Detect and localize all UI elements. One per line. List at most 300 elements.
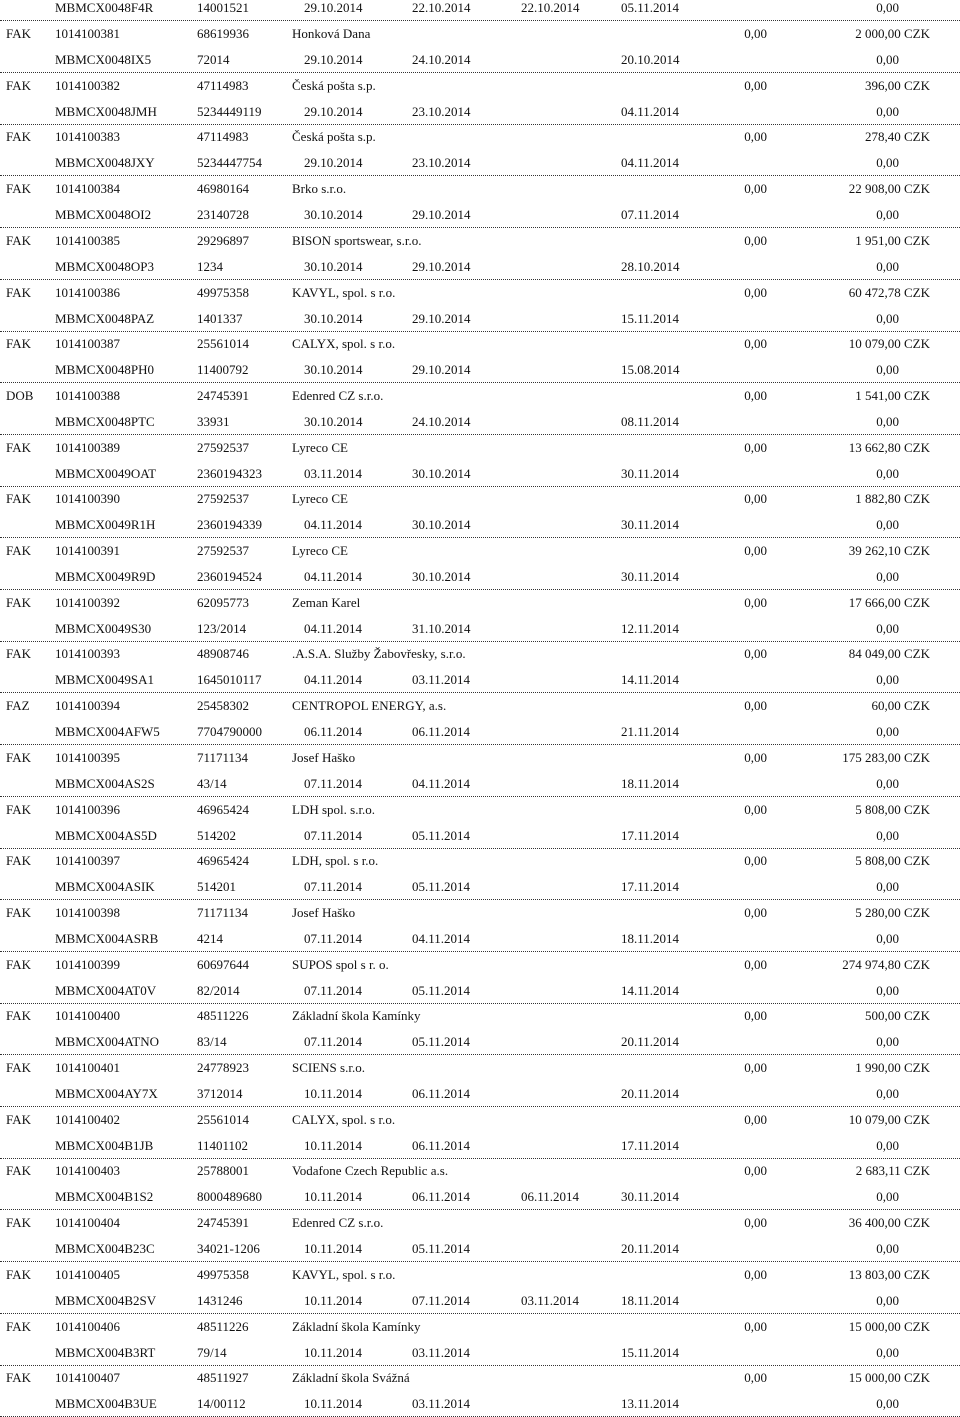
doc-type: FAK [6,439,32,455]
date-1: 30.10.2014 [304,207,363,223]
remaining-amount: 0,00 [876,52,899,67]
date-2: 06.11.2014 [412,1137,471,1153]
record-line-2 [0,155,960,175]
date-1: 03.11.2014 [304,465,363,481]
company-name: CALYX, spol. s r.o. [292,336,396,352]
variable-symbol: MBMCX0048F4R [55,0,154,15]
doc-type: FAK [6,336,32,352]
remaining-amount: 0,00 [876,1241,899,1257]
company-name: Lyreco CE [292,439,348,455]
date-1: 04.11.2014 [304,672,363,688]
date-4: 20.11.2014 [621,1241,680,1257]
date-4: 20.11.2014 [621,1034,680,1050]
record-number: 1014100406 [55,1318,120,1334]
date-1: 30.10.2014 [304,362,363,378]
invoice-amount: 396,00 CZK [865,77,930,93]
date-4: 14.11.2014 [621,982,680,998]
date-1: 29.10.2014 [304,103,363,119]
record-line-2 [0,1086,960,1106]
company-name: BISON sportswear, s.r.o. [292,232,422,248]
record-line-1 [0,750,960,770]
record-line-2 [0,569,960,589]
record-line-1 [0,698,960,718]
paid-amount: 0,00 [744,904,767,920]
company-name: .A.S.A. Služby Žabovřesky, s.r.o. [292,646,466,662]
reference-number: 34021-1206 [197,1241,260,1257]
variable-symbol: MBMCX004ATNO [55,1034,160,1050]
record-line-2 [0,1034,960,1054]
doc-type: DOB [6,387,34,403]
date-1: 30.10.2014 [304,413,363,429]
date-1: 30.10.2014 [304,258,363,274]
invoice-amount: 39 262,10 CZK [848,543,930,558]
doc-type: FAK [6,594,32,610]
company-name: KAVYL, spol. s r.o. [292,284,396,300]
date-2: 05.11.2014 [412,1241,471,1257]
date-1: 10.11.2014 [304,1396,363,1412]
record-number: 1014100404 [55,1215,120,1231]
doc-type: FAK [6,749,32,765]
record-line-2 [0,414,960,434]
date-4: 18.11.2014 [621,930,680,946]
invoice-amount: 5 808,00 CZK [855,801,930,817]
paid-amount: 0,00 [744,853,767,869]
company-id: 24745391 [197,1215,249,1231]
variable-symbol: MBMCX0049R9D [55,569,156,584]
date-4: 05.11.2014 [621,0,680,15]
remaining-amount: 0,00 [876,103,899,119]
record-number: 1014100394 [55,698,120,714]
company-name: Základní škola Kamínky [292,1008,421,1024]
company-id: 60697644 [197,956,249,972]
date-4: 30.11.2014 [621,1189,680,1205]
date-1: 29.10.2014 [304,0,363,15]
record-line-1 [0,129,960,149]
invoice-amount: 15 000,00 CZK [848,1318,930,1334]
company-name: CENTROPOL ENERGY, a.s. [292,698,447,714]
date-1: 07.11.2014 [304,982,363,998]
date-2: 03.11.2014 [412,1344,471,1360]
record-line-2 [0,207,960,227]
reference-number: 123/2014 [197,620,247,636]
record-line-2 [0,1189,960,1209]
company-name: Vodafone Czech Republic a.s. [292,1163,449,1179]
record-separator [0,382,960,383]
date-2: 07.11.2014 [412,1292,471,1308]
company-name: Česká pošta s.p. [292,129,376,145]
company-id: 25561014 [197,1111,249,1127]
record-line-1 [0,802,960,822]
record-separator [0,1261,960,1262]
date-1: 10.11.2014 [304,1189,363,1205]
invoice-amount: 274 974,80 CZK [842,956,930,972]
doc-type: FAZ [6,698,30,714]
doc-type: FAK [6,284,32,300]
invoice-amount: 10 079,00 CZK [848,336,930,352]
remaining-amount: 0,00 [876,775,899,791]
date-3: 03.11.2014 [521,1292,580,1308]
company-id: 27592537 [197,439,249,455]
record-line-1 [0,1319,960,1339]
doc-type: FAK [6,232,32,248]
variable-symbol: MBMCX004B23C [55,1241,155,1257]
company-id: 48908746 [197,646,249,662]
record-number: 1014100382 [55,77,120,93]
record-separator [0,1158,960,1159]
reference-number: 8000489680 [197,1189,262,1205]
doc-type: FAK [6,1318,32,1334]
company-id: 25788001 [197,1163,249,1179]
record-line-2 [0,672,960,692]
record-number: 1014100389 [55,439,120,455]
record-line-1 [0,543,960,563]
paid-amount: 0,00 [744,284,767,300]
paid-amount: 0,00 [744,129,767,145]
record-line-1 [0,181,960,201]
record-line-2 [0,724,960,744]
remaining-amount: 0,00 [876,620,899,636]
record-line-2 [0,776,960,796]
reference-number: 72014 [197,52,230,67]
variable-symbol: MBMCX004AS5D [55,827,157,843]
record-number: 1014100387 [55,336,120,352]
record-separator [0,227,960,228]
variable-symbol: MBMCX0048PTC [55,413,155,429]
doc-type: FAK [6,646,32,662]
record-separator [0,744,960,745]
company-id: 47114983 [197,77,249,93]
remaining-amount: 0,00 [876,569,899,584]
paid-amount: 0,00 [744,1111,767,1127]
record-line-2 [0,311,960,331]
record-line-1 [0,1215,960,1235]
company-name: SCIENS s.r.o. [292,1060,365,1075]
date-2: 30.10.2014 [412,465,471,481]
date-2: 04.11.2014 [412,930,471,946]
partial-top-row [0,0,960,20]
date-4: 18.11.2014 [621,775,680,791]
date-2: 29.10.2014 [412,310,471,326]
date-2: 29.10.2014 [412,258,471,274]
reference-number: 79/14 [197,1344,227,1360]
record-line-2 [0,517,960,537]
record-number: 1014100399 [55,956,120,972]
invoice-amount: 1 951,00 CZK [855,232,930,248]
date-4: 15.11.2014 [621,1344,680,1360]
remaining-amount: 0,00 [876,1137,899,1153]
company-id: 48511927 [197,1370,249,1386]
record-line-1 [0,1370,960,1390]
doc-type: FAK [6,853,32,869]
record-line-1 [0,905,960,925]
company-name: Základní škola Svážná [292,1370,410,1386]
date-1: 10.11.2014 [304,1086,363,1101]
record-line-2 [0,1345,960,1365]
record-line-1 [0,1112,960,1132]
reference-number: 2360194339 [197,517,262,533]
variable-symbol: MBMCX004AS2S [55,775,155,791]
record-separator [0,486,960,487]
company-id: 49975358 [197,1266,249,1282]
date-2: 22.10.2014 [412,0,471,15]
invoice-amount: 60,00 CZK [871,698,930,714]
doc-type: FAK [6,1370,32,1386]
reference-number: 43/14 [197,775,227,791]
date-4: 15.08.2014 [621,362,680,378]
paid-amount: 0,00 [744,801,767,817]
date-4: 30.11.2014 [621,517,680,533]
variable-symbol: MBMCX004B1S2 [55,1189,154,1205]
record-line-2 [0,1241,960,1261]
remaining-amount: 0,00 [876,1189,899,1205]
invoice-amount: 13 662,80 CZK [848,439,930,455]
remaining-amount: 0,00 [876,672,899,688]
remaining-amount: 0,00 [876,155,899,171]
variable-symbol: MBMCX004ASIK [55,879,155,895]
date-1: 07.11.2014 [304,930,363,946]
date-2: 31.10.2014 [412,620,471,636]
remaining-amount: 0,00 [876,827,899,843]
reference-number: 1234 [197,258,223,274]
date-4: 08.11.2014 [621,413,680,429]
reference-number: 5234447754 [197,155,262,171]
reference-number: 2360194323 [197,465,262,481]
invoice-amount: 17 666,00 CZK [848,594,930,610]
invoice-amount: 2 683,11 CZK [855,1163,930,1179]
doc-type: FAK [6,1266,32,1282]
invoice-amount: 278,40 CZK [865,129,930,145]
company-name: Zeman Karel [292,594,361,610]
doc-type: FAK [6,1008,32,1024]
company-id: 27592537 [197,491,249,507]
remaining-amount: 0,00 [876,362,899,378]
doc-type: FAK [6,904,32,920]
date-4: 07.11.2014 [621,207,680,223]
variable-symbol: MBMCX0048JMH [55,103,157,119]
company-name: Josef Haško [292,749,356,765]
remaining-amount: 0,00 [876,930,899,946]
record-number: 1014100398 [55,904,120,920]
date-1: 07.11.2014 [304,775,363,791]
date-2: 05.11.2014 [412,1034,471,1050]
company-id: 48511226 [197,1318,249,1334]
company-name: Honková Dana [292,26,371,41]
paid-amount: 0,00 [744,1060,767,1075]
company-id: 27592537 [197,543,249,558]
record-separator [0,1365,960,1366]
company-id: 62095773 [197,594,249,610]
paid-amount: 0,00 [744,698,767,714]
record-number: 1014100402 [55,1111,120,1127]
reference-number: 11401102 [197,1137,249,1153]
record-number: 1014100401 [55,1060,120,1075]
record-line-2 [0,879,960,899]
record-separator [0,72,960,73]
paid-amount: 0,00 [744,594,767,610]
record-line-2 [0,931,960,951]
record-line-2 [0,466,960,486]
company-id: 48511226 [197,1008,249,1024]
invoice-amount: 13 803,00 CZK [848,1266,930,1282]
doc-type: FAK [6,26,32,41]
date-2: 03.11.2014 [412,1396,471,1412]
record-separator [0,1003,960,1004]
record-line-1 [0,336,960,356]
reference-number: 2360194524 [197,569,262,584]
paid-amount: 0,00 [744,956,767,972]
remaining-amount: 0,00 [876,1034,899,1050]
date-3: 06.11.2014 [521,1189,580,1205]
record-separator [0,1106,960,1107]
company-id: 68619936 [197,26,249,41]
record-number: 1014100395 [55,749,120,765]
company-id: 47114983 [197,129,249,145]
company-name: LDH, spol. s r.o. [292,853,379,869]
reference-number: 14001521 [197,0,249,15]
variable-symbol: MBMCX004AFW5 [55,724,160,740]
remaining-amount: 0,00 [876,0,899,15]
company-name: Edenred CZ s.r.o. [292,1215,384,1231]
record-number: 1014100400 [55,1008,120,1024]
variable-symbol: MBMCX004ASRB [55,930,159,946]
record-line-1 [0,595,960,615]
record-number: 1014100390 [55,491,120,507]
record-separator [0,434,960,435]
paid-amount: 0,00 [744,181,767,197]
company-id: 24778923 [197,1060,249,1075]
doc-type: FAK [6,77,32,93]
date-1: 10.11.2014 [304,1344,363,1360]
date-4: 21.11.2014 [621,724,680,740]
date-1: 29.10.2014 [304,52,363,67]
date-1: 04.11.2014 [304,569,363,584]
paid-amount: 0,00 [744,1318,767,1334]
date-4: 17.11.2014 [621,1137,680,1153]
company-name: Lyreco CE [292,543,348,558]
paid-amount: 0,00 [744,336,767,352]
record-line-2 [0,621,960,641]
paid-amount: 0,00 [744,26,767,41]
paid-amount: 0,00 [744,1370,767,1386]
doc-type: FAK [6,129,32,145]
variable-symbol: MBMCX004B3UE [55,1396,157,1412]
invoice-amount: 1 541,00 CZK [855,387,930,403]
date-4: 14.11.2014 [621,672,680,688]
record-line-2 [0,1396,960,1416]
variable-symbol: MBMCX0048OP3 [55,258,154,274]
paid-amount: 0,00 [744,77,767,93]
record-number: 1014100391 [55,543,120,558]
variable-symbol: MBMCX004B2SV [55,1292,157,1308]
remaining-amount: 0,00 [876,310,899,326]
variable-symbol: MBMCX0048PH0 [55,362,154,378]
paid-amount: 0,00 [744,387,767,403]
variable-symbol: MBMCX0048JXY [55,155,155,171]
record-line-1 [0,26,960,46]
date-4: 04.11.2014 [621,155,680,171]
date-2: 06.11.2014 [412,1189,471,1205]
date-2: 06.11.2014 [412,724,471,740]
company-id: 25561014 [197,336,249,352]
remaining-amount: 0,00 [876,465,899,481]
date-2: 30.10.2014 [412,569,471,584]
variable-symbol: MBMCX004AY7X [55,1086,158,1101]
record-number: 1014100381 [55,26,120,41]
remaining-amount: 0,00 [876,1086,899,1101]
date-2: 30.10.2014 [412,517,471,533]
company-name: Lyreco CE [292,491,348,507]
doc-type: FAK [6,181,32,197]
record-line-1 [0,1008,960,1028]
record-line-1 [0,440,960,460]
invoice-amount: 5 808,00 CZK [855,853,930,869]
reference-number: 3712014 [197,1086,243,1101]
invoice-amount: 60 472,78 CZK [848,284,930,300]
record-separator [0,20,960,21]
reference-number: 4214 [197,930,223,946]
paid-amount: 0,00 [744,1163,767,1179]
remaining-amount: 0,00 [876,517,899,533]
record-line-1 [0,388,960,408]
date-4: 13.11.2014 [621,1396,680,1412]
company-name: Brko s.r.o. [292,181,347,197]
date-4: 15.11.2014 [621,310,680,326]
paid-amount: 0,00 [744,646,767,662]
record-line-1 [0,1060,960,1080]
date-1: 07.11.2014 [304,1034,363,1050]
company-name: CALYX, spol. s r.o. [292,1111,396,1127]
record-number: 1014100384 [55,181,120,197]
invoice-amount: 84 049,00 CZK [848,646,930,662]
date-4: 20.10.2014 [621,52,680,67]
date-1: 04.11.2014 [304,517,363,533]
record-separator [0,899,960,900]
date-2: 24.10.2014 [412,413,471,429]
company-name: Edenred CZ s.r.o. [292,387,384,403]
doc-type: FAK [6,956,32,972]
reference-number: 1431246 [197,1292,243,1308]
reference-number: 33931 [197,413,230,429]
company-id: 71171134 [197,904,249,920]
remaining-amount: 0,00 [876,724,899,740]
company-id: 24745391 [197,387,249,403]
reference-number: 1645010117 [197,672,262,688]
invoice-amount: 10 079,00 CZK [848,1111,930,1127]
record-line-1 [0,1163,960,1183]
record-number: 1014100405 [55,1266,120,1282]
reference-number: 7704790000 [197,724,262,740]
invoice-amount: 22 908,00 CZK [848,181,930,197]
date-1: 29.10.2014 [304,155,363,171]
invoice-amount: 5 280,00 CZK [855,904,930,920]
date-4: 18.11.2014 [621,1292,680,1308]
date-2: 05.11.2014 [412,879,471,895]
record-number: 1014100392 [55,594,120,610]
date-4: 28.10.2014 [621,258,680,274]
record-line-2 [0,983,960,1003]
paid-amount: 0,00 [744,749,767,765]
record-line-2 [0,1293,960,1313]
date-2: 23.10.2014 [412,103,471,119]
remaining-amount: 0,00 [876,1292,899,1308]
record-separator [0,1209,960,1210]
date-2: 05.11.2014 [412,982,471,998]
date-1: 07.11.2014 [304,827,363,843]
date-1: 07.11.2014 [304,879,363,895]
doc-type: FAK [6,491,32,507]
date-1: 10.11.2014 [304,1137,363,1153]
reference-number: 82/2014 [197,982,240,998]
